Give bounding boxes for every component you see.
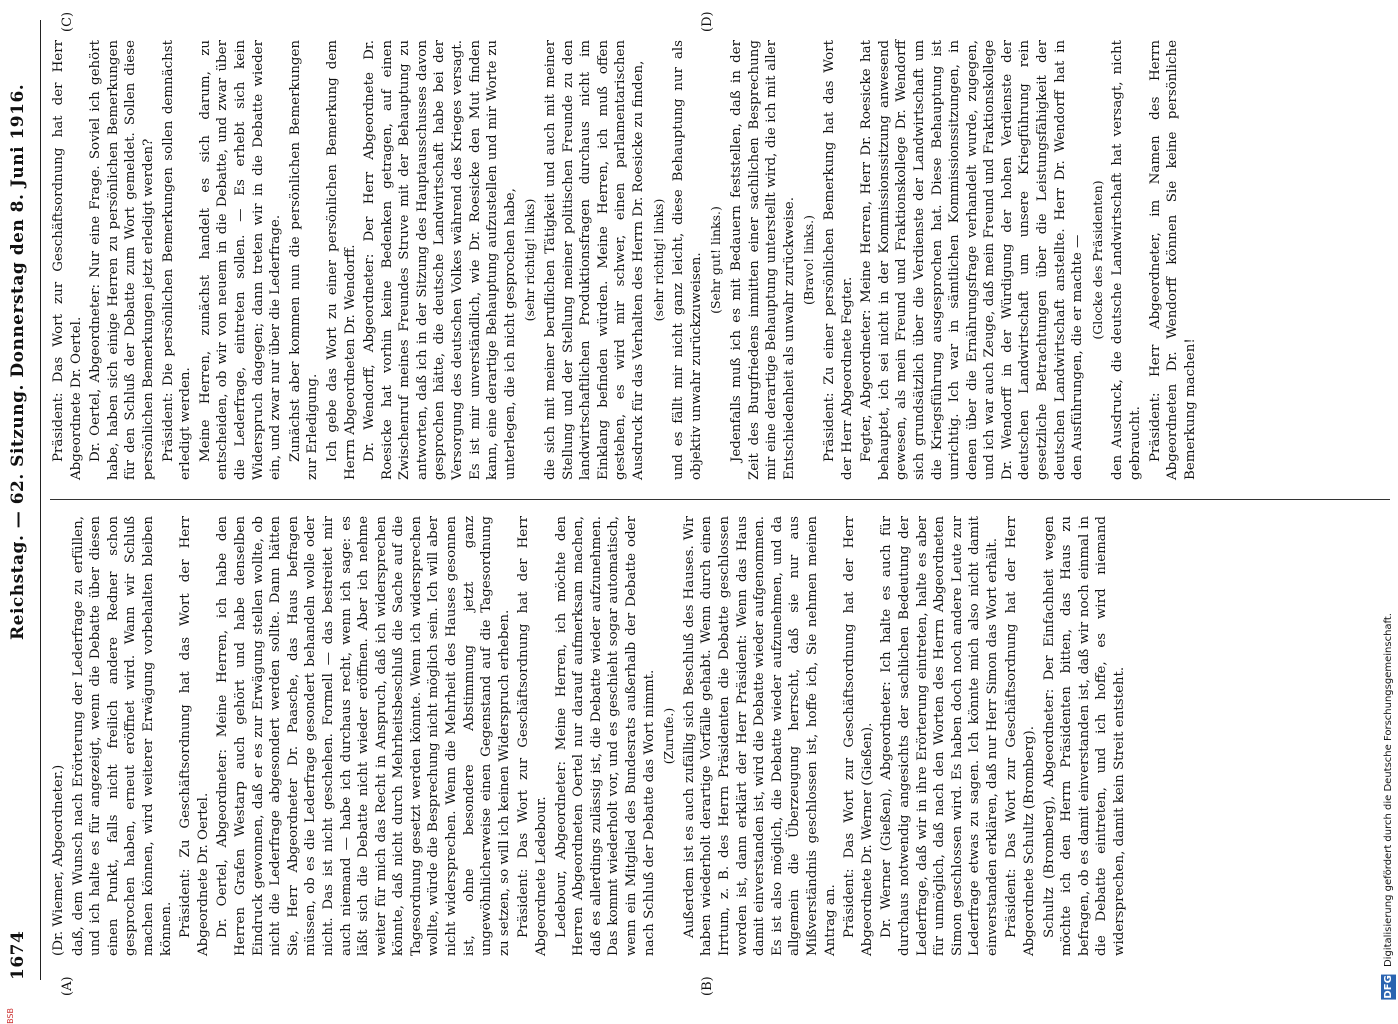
paragraph: Präsident: Das Wort zur Geschäftsordnung hat der Herr Abgeordnete Dr. Werner (Gießen).	[842, 516, 875, 956]
header-rule	[40, 20, 41, 980]
interjection: (Zurufe.)	[661, 707, 677, 765]
paragraph: Ich gebe das Wort zu einer persönlichen Bemerkung dem Herrn Abgeordneten Dr. Wendorff.	[324, 40, 358, 480]
paragraph: die sich mit meiner beruflichen Tätigkeit und auch mit meiner Stellung und der Stellung meiner politischen Freunde zu den landwirtschaftlichen Produktionsfragen durchaus nicht im Einklang befinden würden. Meine Herren, ich muß offen gestehen, es wird mir schwer, einen parlamentarischen Ausdruck für das Verhalten des Herrn Dr. Roesicke zu finden,	[543, 40, 646, 480]
paragraph: Zunächst aber kommen nun die persönlichen Bemerkungen zur Erledigung.	[287, 40, 321, 480]
paragraph: Dr. Oertel, Abgeordneter: Meine Herren, ich habe den Herren Grafen Westarp auch gehört und habe denselben Eindruck gewonnen, daß er es zur Erwägung stellen wollte, ob nicht die Lederfrage abgesondert werden sollte. Dann hätten Sie, Herr Abgeordneter Dr. Paasche, das Haus befragen müssen, ob es die Lederfrage gesondert behandeln wolle oder nicht. Das ist nicht geschehen. Formell — das bestreitet mir auch niemand — habe ich durchaus recht, wenn ich sage: es läßt sich die Debatte nicht wieder eröffnen. Aber ich nehme weiter für mich das Recht in Anspruch, daß ich widersprechen könnte, daß nicht durch Mehrheitsbeschluß die Sache auf die Tagesordnung gesetzt werden könnte. Wenn ich widersprechen wollte, würde die Besprechung nicht möglich sein. Ich will aber nicht widersprechen. Wenn die Mehrheit des Hauses gesonnen ist, ohne besondere Abstimmung jetzt ganz ungewöhnlicherweise einen Gegenstand auf die Tagesordnung zu setzen, so will ich keinen Widerspruch erheben.	[215, 516, 512, 956]
paragraph: Meine Herren, zunächst handelt es sich darum, zu entscheiden, ob wir von neuem in die Debatte, und zwar über die Lederfrage, eintreten sollen. — Es erhebt sich kein Widerspruch dagegen; dann treten wir in die Debatte wieder ein, und zwar nur über die Lederfrage.	[197, 40, 284, 480]
margin-mark-a: (A)	[60, 976, 75, 996]
digitization-credit-text: Digitalisierung gefördert durch die Deutsche Forschungsgemeinschaft.	[1383, 613, 1394, 968]
paragraph: und es fällt mir nicht ganz leicht, diese Behauptung nur als objektiv unwahr zurückzuweisen.	[671, 40, 704, 480]
paragraph: Schultz (Bromberg), Abgeordneter: Der Einfachheit wegen möchte ich den Herrn Präsidenten bitten, das Haus zu befragen, ob es damit einverstanden ist, daß wir noch einmal in die Debatte eintreten, und ich hoffe, es wird niemand widersprechen, damit kein Streit entsteht.	[1041, 516, 1128, 956]
paragraph: Dr. Wendorff, Abgeordneter: Der Herr Abgeordnete Dr. Roesicke hat vorhin keine Bedenken getragen, auf einen Zwischenruf meines Freundes Struve mit der Behauptung zu antworten, daß ich in der Sitzung des Hauptausschusses davon gesprochen hätte, die deutsche Landwirtschaft habe bei der Versorgung des deutschen Volkes während des Krieges versagt. Es ist mir unverständlich, wie Dr. Roesicke den Mut finden kann, eine derartige Behauptung aufzustellen und mir Worte zu unterlegen, die ich nicht gesprochen habe,	[362, 40, 518, 480]
interjection: (sehr richtig! links)	[522, 198, 538, 322]
speaker-continuation-label: (Dr. Wiemer, Abgeordneter.)	[51, 764, 66, 956]
library-mark: BSB	[6, 1008, 15, 1024]
margin-mark-c: (C)	[60, 11, 75, 32]
paragraph: Präsident: Zu Geschäftsordnung hat das Wort der Herr Abgeordnete Dr. Oertel.	[178, 516, 211, 956]
dfg-logo-badge: DFG	[1383, 975, 1394, 999]
paragraph: Dr. Werner (Gießen), Abgeordneter: Ich halte es auch für durchaus notwendig angesichts der sachlichen Bedeutung der Lederfrage, daß wir in ihre Erörterung eintreten, halte es aber für unmöglich, daß nach den Worten des Herrn Abgeordneten Simon geschlossen wird. Es haben doch noch andere Leute zur Lederfrage etwas zu sagen. Ich könnte mich also nicht damit einverstanden erklären, daß nur Herr Simon das Wort erhält.	[879, 516, 1000, 956]
paragraph: daß, dem Wunsch nach Erörterung der Lederfrage zu erfüllen, und ich halte es für angezeigt, wenn die Debatte über diesen einen Punkt, falls nicht freilich andere Redner schon gesprochen haben, erneut eröffnet wird. Wann wir Schluß machen können, wird weiterer Erwägung vorbehalten bleiben können.	[70, 516, 174, 956]
interjection: (sehr richtig! links)	[650, 198, 666, 322]
paragraph: Jedenfalls muß ich es mit Bedauern feststellen, daß in der Zeit des Burgfriedens inmitten einer sachlichen Besprechung mir eine derartige Behauptung unterstellt wird, die ich mit aller Entschiedenheit als unwahr zurückweise.	[728, 40, 797, 480]
column-divider	[50, 499, 1390, 500]
paragraph: Präsident: Die persönlichen Bemerkungen sollen demnächst erledigt werden.	[160, 40, 194, 480]
paragraph: Präsident: Herr Abgeordneter, im Namen des Herrn Abgeordneten Dr. Wendorff können Sie keine persönliche Bemerkung machen!	[1147, 40, 1198, 480]
paragraph: Dr. Oertel, Abgeordneter: Nur eine Frage. Soviel ich gehört habe, haben sich einige Herren zu persönlichen Bemerkungen für den Schluß der Debatte zum Wort gemeldet. Sollen diese persönlichen Bemerkungen jetzt erledigt werden?	[88, 40, 156, 480]
paragraph: Präsident: Das Wort zur Geschäftsordnung hat der Herr Abgeordnete Ledebour.	[516, 516, 550, 956]
page-header-title: Reichstag. — 62. Sitzung. Donnerstag den 8. Juni 1916.	[8, 83, 28, 640]
interjection: (Glocke des Präsidenten)	[1089, 180, 1105, 340]
digitization-credit	[1381, 613, 1396, 1000]
interjection: (Bravo! links.)	[801, 215, 817, 305]
right-column	[50, 40, 1201, 480]
paragraph: Außerdem ist es auch zufällig sich Beschluß des Hauses. Wir haben wiederholt derartige Vorfälle gehabt. Wenn durch einen Irrtum, z. B. des Herrn Präsidenten die Debatte geschlossen worden ist, dann erklärt der Herr Präsident: Wenn das Haus damit einverstanden ist, wird die Debatte wieder aufgenommen. Es ist also möglich, die Debatte wieder aufzunehmen, und da allgemein die Überzeugung herrscht, daß sie nur aus Mißverständnis geschlossen ist, hoffe ich, Sie nehmen meinen Antrag an.	[681, 516, 838, 956]
margin-mark-b: (B)	[700, 976, 715, 996]
interjection: (Sehr gut! links.)	[708, 206, 724, 314]
paragraph: den Ausdruck, die deutsche Landwirtschaft hat versagt, nicht gebraucht.	[1110, 40, 1144, 480]
paragraph: Ledebour, Abgeordneter: Meine Herren, ich möchte den Herren Abgeordneten Oertel nur darauf aufmerksam machen, daß es allerdings zulässig ist, die Debatte wieder aufzunehmen. Das kommt wiederholt vor, und es geschieht sogar automatisch, wenn ein Mitglied des Bundesrats außerhalb der Debatte oder nach Schluß der Debatte das Wort nimmt.	[553, 516, 657, 956]
paragraph: Präsident: Zu einer persönlichen Bemerkung hat das Wort der Herr Abgeordnete Fegter.	[821, 40, 855, 480]
paragraph: Präsident: Das Wort zur Geschäftsordnung hat der Herr Abgeordnete Schultz (Bromberg).	[1004, 516, 1038, 956]
paragraph: Präsident: Das Wort zur Geschäftsordnung hat der Herr Abgeordnete Dr. Oertel.	[51, 40, 84, 480]
margin-mark-d: (D)	[700, 11, 715, 32]
paragraph: Fegter, Abgeordneter: Meine Herren, Herr Dr. Roesicke hat behauptet, ich sei nicht in der Kommissionssitzung anwesend gewesen, als mein Freund und Fraktionskollege Dr. Wendorff sich grundsätzlich über die Verdienste der Landwirtschaft um die Kriegsführung ausgesprochen hat. Diese Behauptung ist unrichtig. Ich war in sämtlichen Kommissionssitzungen, in denen über die Ernährungsfrage verhandelt wurde, zugegen, und ich war auch Zeuge, daß mein Freund und Fraktionskollege Dr. Wendorff in der Würdigung der hohen Verdienste der deutschen Landwirtschaft um unsere Kriegführung rein gesetzliche Betrachtungen über die Leistungsfähigkeit der deutschen Landwirtschaft anstellte. Herr Dr. Wendorff hat in den Ausführungen, die er machte —	[859, 40, 1086, 480]
left-column	[50, 516, 1131, 956]
page-number: 1674	[8, 930, 28, 980]
